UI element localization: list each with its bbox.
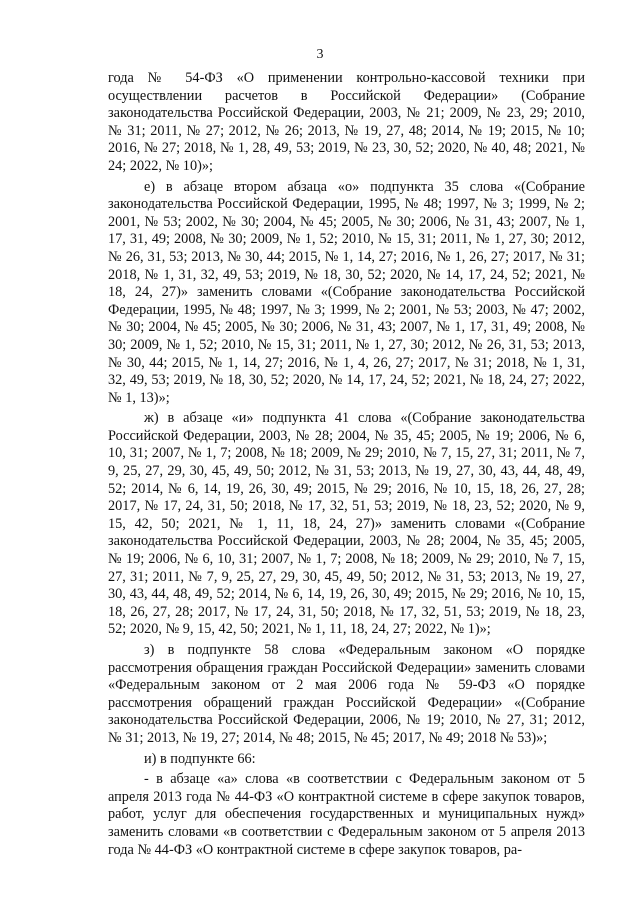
- paragraph-item-z: з) в подпункте 58 слова «Федеральным законом «О порядке рассмотрения обращения граждан Российской Федерации» заменить словами «Федеральным законом от 2 мая 2006 года № 59-ФЗ «О порядке рассмотрения обращений граждан Российской Федерации» «(Собрание законодательства Российской Федерации, 2006, № 19; 2010, № 27, 31; 2012, № 31; 2013, № 19, 27; 2014, № 48; 2015, № 45; 2017, № 49; 2018 № 53)»;: [108, 642, 585, 746]
- paragraph-item-zh: ж) в абзаце «и» подпункта 41 слова «(Собрание законодательства Российской Федерации, 2003, № 28; 2004, № 35, 45; 2005, № 19; 2006, № 6, 10, 31; 2007, № 1, 7; 2008, № 18; 2009, № 29; 2010, № 7, 15, 27, 31; 2011, № 7, 9, 25, 27, 29, 30, 45, 49, 50; 2012, № 31, 53; 2013, № 19, 27, 30, 43, 44, 48, 49, 52; 2014, № 6, 14, 19, 26, 30, 49; 2015, № 29; 2016, № 10, 15, 18, 26, 27, 28; 2017, № 17, 24, 31, 50; 2018, № 17, 32, 51, 53; 2019, № 18, 23, 52; 2020, № 9, 15, 42, 50; 2021, № 1, 11, 18, 24, 27)» заменить словами «(Собрание законодательства Российской Федерации, 2003, № 28; 2004, № 35, 45; 2005, № 19; 2006, № 6, 10, 31; 2007, № 1, 7; 2008, № 18; 2009, № 29; 2010, № 7, 15, 27, 31; 2011, № 7, 9, 25, 27, 29, 30, 45, 49, 50; 2012, № 31, 53; 2013, № 19, 27, 30, 43, 44, 48, 49, 52; 2014, № 6, 14, 19, 26, 30, 49; 2015, № 29; 2016, № 10, 15, 18, 26, 27, 28; 2017, № 17, 24, 31, 50; 2018, № 17, 32, 51, 53; 2019, № 18, 23, 52; 2020, № 9, 15, 42, 50; 2021, № 1, 11, 18, 24, 27; 2022, № 1)»;: [108, 410, 585, 638]
- document-body: [108, 70, 585, 862]
- paragraph-item-e: е) в абзаце втором абзаца «о» подпункта 35 слова «(Собрание законодательства Российской Федерации, 1995, № 48; 1997, № 3; 1999, № 2; 2001, № 53; 2002, № 30; 2004, № 45; 2005, № 30; 2006, № 31, 43; 2007, № 1, 17, 31, 49; 2008, № 30; 2009, № 1, 52; 2010, № 15, 31; 2011, № 1, 27, 30; 2012, № 26, 31, 53; 2013, № 30, 44; 2015, № 1, 14, 27; 2016, № 1, 26, 27; 2017, № 31; 2018, № 1, 31, 32, 49, 53; 2019, № 18, 30, 52; 2020, № 14, 17, 24, 52; 2021, № 18, 24, 27)» заменить словами «(Собрание законодательства Российской Федерации, 1995, № 48; 1997, № 3; 1999, № 2; 2001, № 53; 2003, № 47; 2002, № 30; 2004, № 45; 2005, № 30; 2006, № 31, 43; 2007, № 1, 17, 31, 49; 2008, № 30; 2009, № 1, 52; 2010, № 15, 31; 2011, № 1, 27, 30; 2012, № 26, 31, 53; 2013, № 30, 44; 2015, № 1, 14, 27; 2016, № 1, 4, 26, 27; 2017, № 31; 2018, № 1, 31, 32, 49, 53; 2019, № 18, 30, 52; 2020, № 14, 17, 24, 52; 2021, № 18, 24, 27; 2022, № 1, 13)»;: [108, 178, 585, 406]
- page-number: 3: [316, 47, 324, 62]
- paragraph-item-i: и) в подпункте 66:: [144, 750, 256, 767]
- paragraph-subitem-a: - в абзаце «а» слова «в соответствии с Федеральным законом от 5 апреля 2013 года № 44-ФЗ «О контрактной системе в сфере закупок товаров, работ, услуг для обеспечения государственных и муниципальных нужд» заменить словами «в соответствии с Федеральным законом от 5 апреля 2013 года № 44-ФЗ «О контрактной системе в сфере закупок товаров, ра-: [108, 771, 585, 858]
- paragraph-continuation: года № 54-ФЗ «О применении контрольно-кассовой техники при осуществлении расчетов в Российской Федерации» (Собрание законодательства Российской Федерации, 2003, № 21; 2009, № 23, 29; 2010, № 31; 2011, № 27; 2012, № 26; 2013, № 19, 27, 48; 2014, № 19; 2015, № 10; 2016, № 27; 2018, № 1, 28, 49, 53; 2019, № 23, 30, 52; 2020, № 40, 48; 2021, № 24; 2022, № 10)»;: [108, 70, 585, 174]
